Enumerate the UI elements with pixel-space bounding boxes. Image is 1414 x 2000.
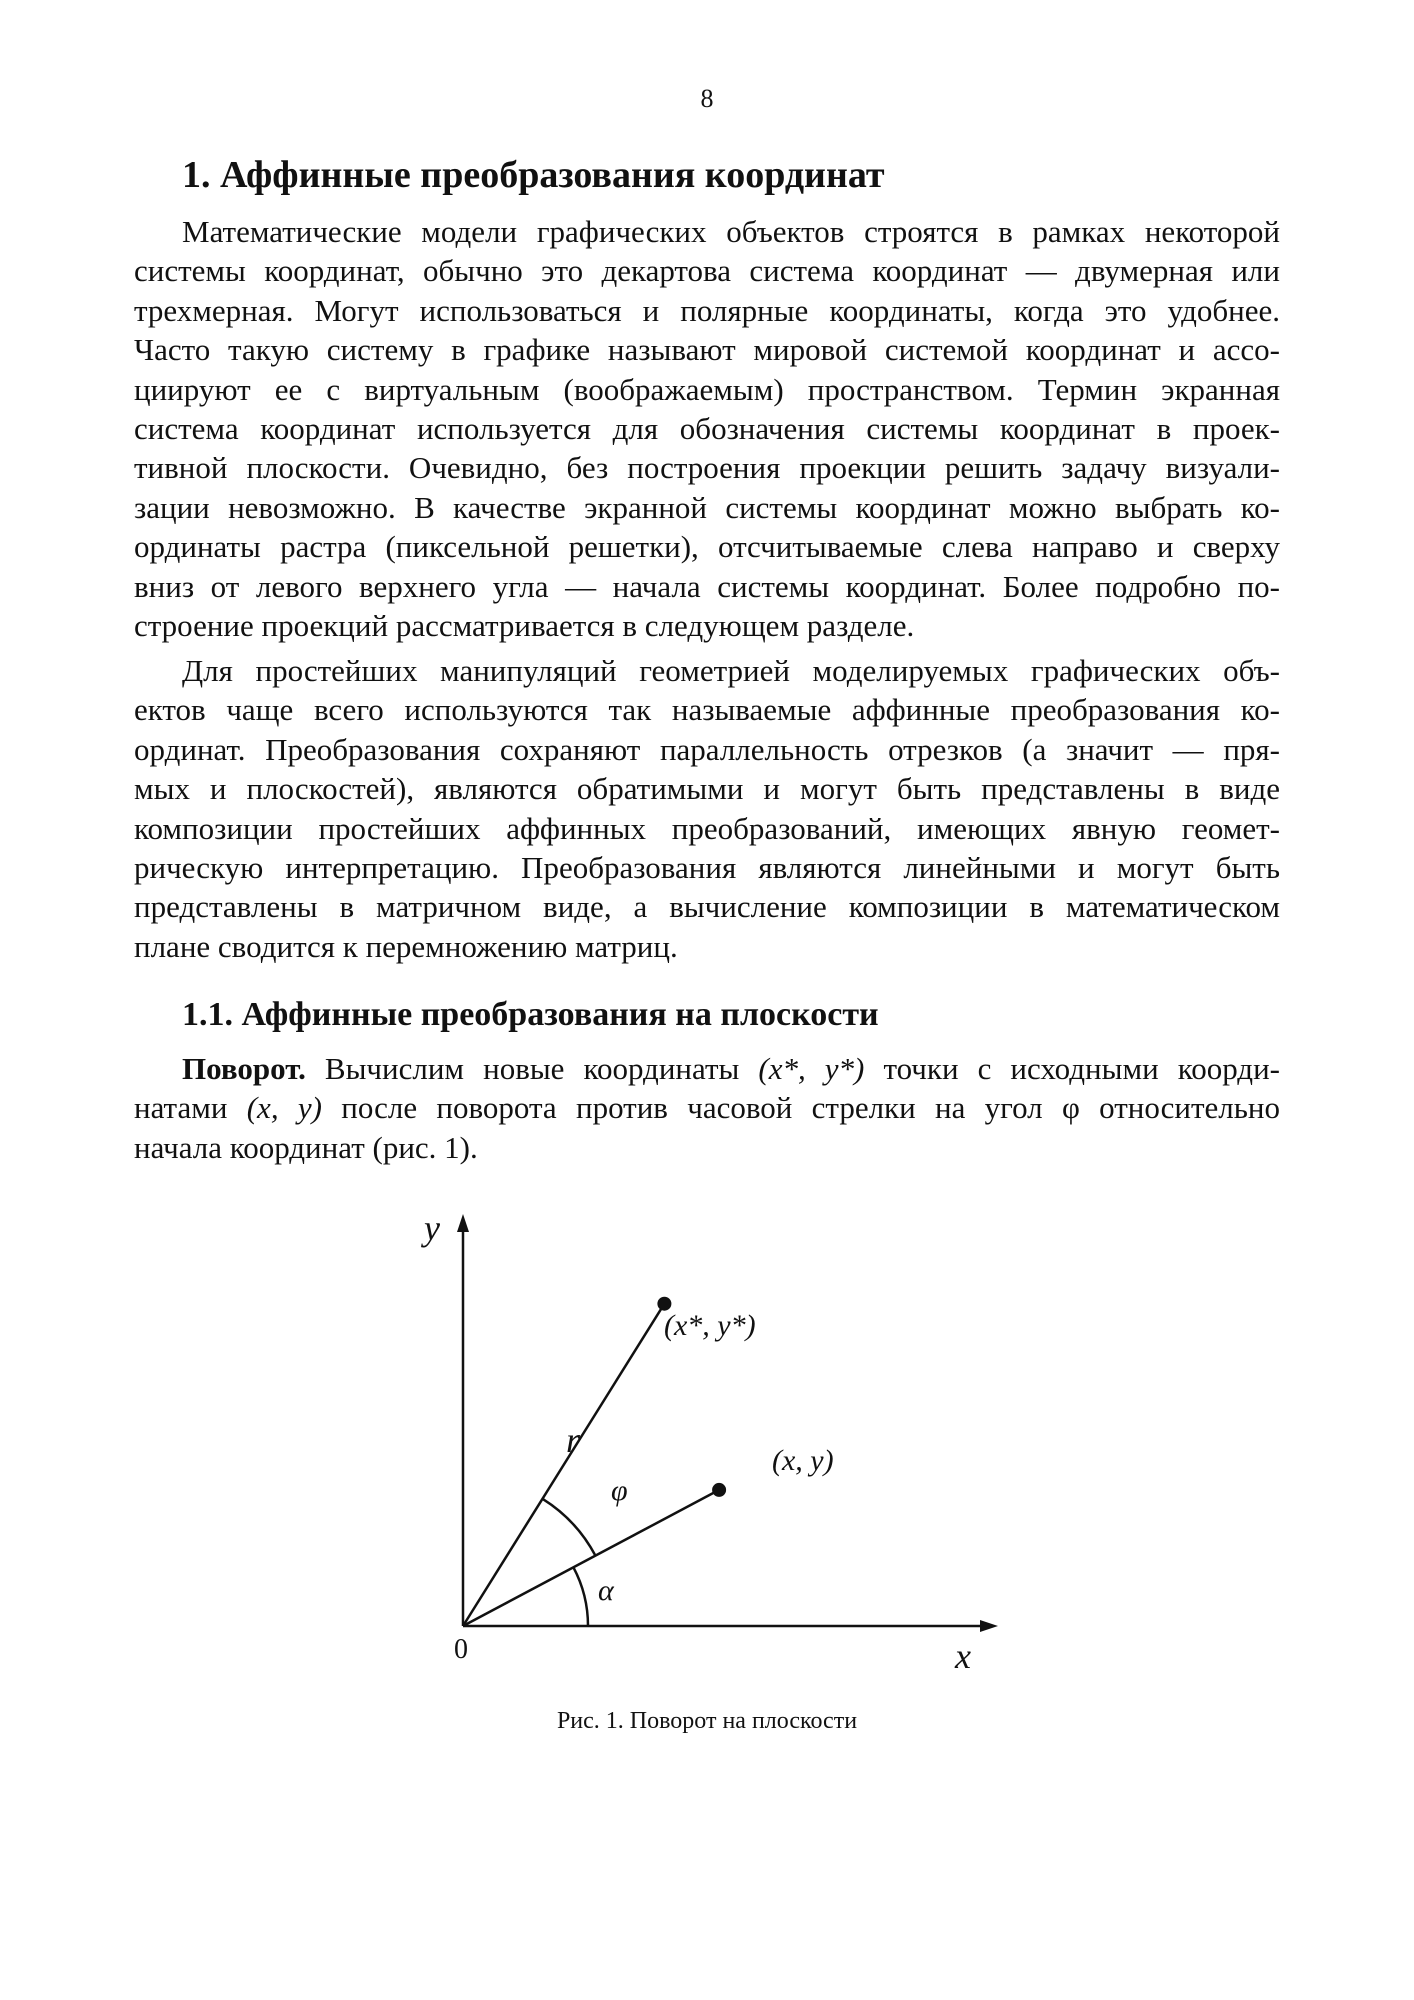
math-inline: (x, y) bbox=[246, 1090, 322, 1126]
angle-alpha-arc bbox=[573, 1567, 588, 1626]
text-line: Для простейших манипуляций геометрией моделируемых графических объ- bbox=[182, 653, 1280, 688]
text-line: ектов чаще всего используются так называемые аффинные преобразования ко- bbox=[134, 692, 1280, 728]
inline-text: Вычислим новые координаты bbox=[305, 1051, 759, 1086]
text-line: тивной плоскости. Очевидно, без построения проекции решить задачу визуали- bbox=[134, 450, 1280, 486]
angle-phi-arc bbox=[543, 1499, 596, 1556]
text-line: вниз от левого верхнего угла — начала системы координат. Более подробно по- bbox=[134, 568, 1280, 604]
text-line: композиции простейших аффинных преобразований, имеющих явную геомет- bbox=[134, 810, 1280, 846]
ray-original bbox=[463, 1490, 719, 1626]
inline-text: точки с исходными коорди- bbox=[864, 1051, 1280, 1086]
text-line: представлены в матричном виде, а вычисление композиции в математическом bbox=[134, 889, 1280, 925]
text-line: строение проекций рассматривается в следующем разделе. bbox=[134, 607, 915, 643]
text-line: система координат используется для обозначения системы координат в проек- bbox=[134, 410, 1280, 446]
text-line: рическую интерпретацию. Преобразования являются линейными и могут быть bbox=[134, 849, 1280, 885]
text-line: зации невозможно. В качестве экранной системы координат можно выбрать ко- bbox=[134, 489, 1280, 525]
subsection-heading: 1.1. Аффинные преобразования на плоскости bbox=[182, 996, 879, 1033]
text-line bbox=[134, 1049, 1280, 1088]
figure-caption: Рис. 1. Поворот на плоскости bbox=[556, 1708, 858, 1734]
x-axis-label: x bbox=[955, 1636, 971, 1676]
ray-rotated bbox=[463, 1304, 664, 1626]
text-line: мых и плоскостей), являются обратимыми и могут быть представлены в виде bbox=[134, 771, 1280, 807]
bold-term: Поворот. bbox=[182, 1051, 306, 1086]
text-line: начала координат (рис. 1). bbox=[134, 1129, 478, 1165]
y-axis-label: y bbox=[424, 1208, 440, 1248]
paragraph-3 bbox=[134, 1049, 1280, 1167]
angle-alpha-label: α bbox=[598, 1574, 614, 1607]
radius-label: r bbox=[566, 1420, 581, 1460]
text-line: плане сводится к перемножению матриц. bbox=[134, 928, 678, 964]
origin-label: 0 bbox=[454, 1634, 468, 1665]
math-inline: (x*, y*) bbox=[758, 1051, 865, 1086]
text-line: ординаты растра (пиксельной решетки), отсчитываемые слева направо и сверху bbox=[134, 529, 1280, 565]
figure-svg bbox=[0, 1200, 1414, 1760]
text-line: Часто такую систему в графике называют мировой системой координат и ассо- bbox=[134, 332, 1280, 368]
point-original bbox=[712, 1483, 726, 1497]
text-line: системы координат, обычно это декартова система координат — двумерная или bbox=[134, 253, 1280, 289]
text-line: циируют ее с виртуальным (воображаемым) пространством. Термин экранная bbox=[134, 371, 1280, 407]
section-heading: 1. Аффинные преобразования координат bbox=[182, 154, 885, 196]
page-number: 8 bbox=[700, 84, 714, 113]
text-line: ординат. Преобразования сохраняют параллельность отрезков (а значит — пря- bbox=[134, 731, 1280, 767]
inline-text: натами bbox=[134, 1090, 247, 1126]
point-original-label: (x, y) bbox=[772, 1444, 834, 1477]
y-axis-arrow-icon bbox=[457, 1214, 469, 1232]
angle-phi-label: φ bbox=[611, 1474, 628, 1507]
paragraph-2 bbox=[134, 651, 1280, 966]
paragraph-1 bbox=[134, 212, 1280, 645]
text-line: трехмерная. Могут использоваться и полярные координаты, когда это удобнее. bbox=[134, 292, 1280, 328]
x-axis-arrow-icon bbox=[980, 1620, 998, 1632]
text-line: Математические модели графических объектов строятся в рамках некоторой bbox=[182, 214, 1280, 249]
point-rotated-label: (x*, y*) bbox=[664, 1309, 756, 1342]
inline-text: после поворота против часовой стрелки на угол φ относительно bbox=[321, 1090, 1280, 1126]
rotation-figure bbox=[0, 1200, 1414, 1760]
text-line bbox=[134, 1088, 1280, 1127]
